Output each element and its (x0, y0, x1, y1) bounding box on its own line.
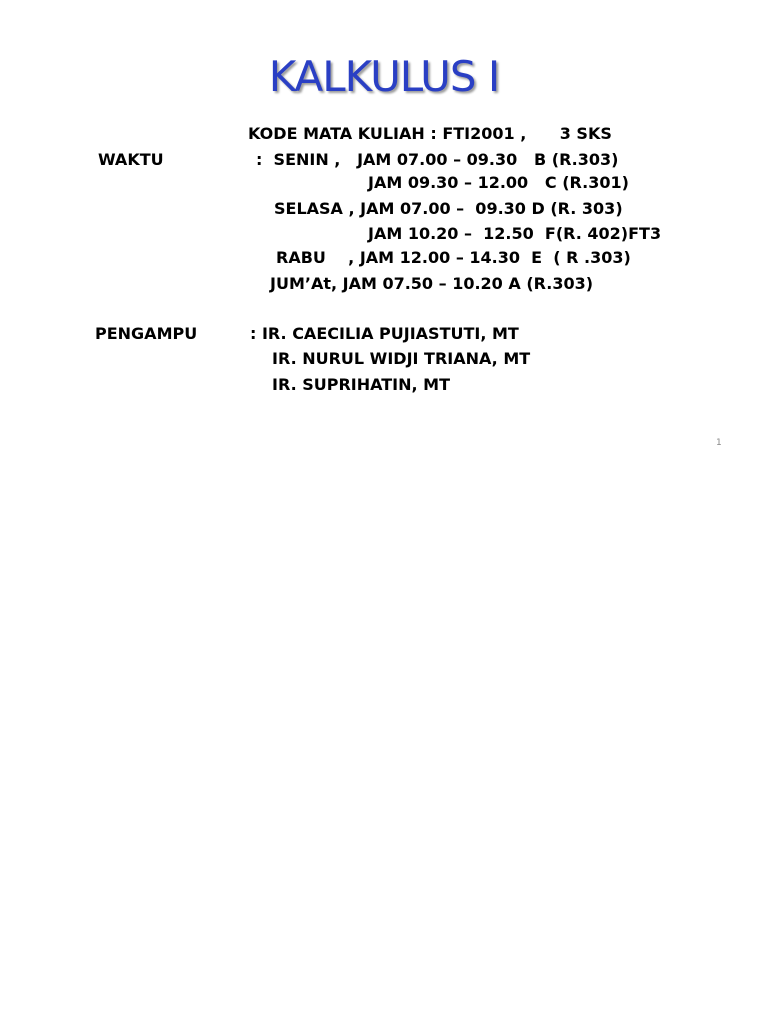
schedule-row: RABU , JAM 12.00 – 14.30 E ( R .303) (276, 248, 631, 267)
course-code: KODE MATA KULIAH : FTI2001 , 3 SKS (248, 124, 612, 143)
schedule-row: SELASA , JAM 07.00 – 09.30 D (R. 303) (274, 199, 623, 218)
lecturers-label: PENGAMPU (95, 324, 198, 343)
page-number: 1 (716, 438, 722, 448)
schedule-row: JAM 09.30 – 12.00 C (R.301) (368, 173, 629, 192)
schedule-label: WAKTU (98, 150, 164, 169)
lecturer-name: IR. NURUL WIDJI TRIANA, MT (272, 349, 531, 368)
lecturer-name: : IR. CAECILIA PUJIASTUTI, MT (250, 324, 519, 343)
schedule-row: JAM 10.20 – 12.50 F(R. 402)FT3 (368, 224, 662, 243)
schedule-row: JUM’At, JAM 07.50 – 10.20 A (R.303) (270, 274, 594, 293)
lecturer-name: IR. SUPRIHATIN, MT (272, 375, 451, 394)
schedule-row: : SENIN , JAM 07.00 – 09.30 B (R.303) (256, 150, 619, 169)
document-title: KALKULUS I (268, 52, 500, 101)
